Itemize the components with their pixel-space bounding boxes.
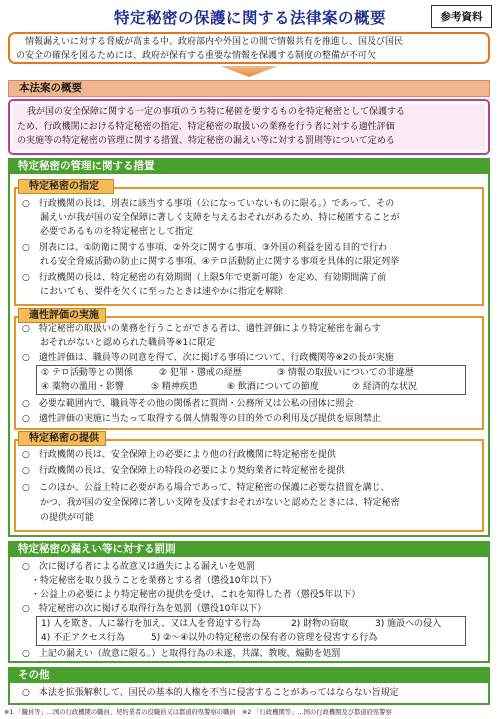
provision-item-3-line-2: かつ、我が国の安全保障に著しい支障を及ぼすおそれがないと認めたときには、特定秘密 bbox=[22, 498, 400, 508]
penalties-line-4: ○ 特定秘密の次に掲げる取得行為を処罰（懲役10年以下） bbox=[22, 604, 267, 614]
criterion-1: ① テロ活動等との関係 bbox=[41, 368, 133, 378]
evaluation-item-3: ○ 必要な範囲内で、職員等その他の関係者に質問・公務所又は公私の団体に照会 bbox=[22, 399, 354, 409]
intro-box bbox=[8, 32, 490, 64]
other-line: ○ 本法を拡張解釈して、国民の基本的人権を不当に侵害することがあってはならない旨規定 bbox=[22, 688, 399, 698]
intro-line-2: の安全の確保を図るためには、政府が保有する重要な情報を保護する制度の整備が不可欠 bbox=[16, 51, 377, 61]
criterion-2: ② 犯罪・懲戒の経歴 bbox=[159, 368, 242, 378]
evaluation-header: 適性評価の実施 bbox=[18, 308, 106, 323]
designation-header: 特定秘密の指定 bbox=[18, 179, 114, 194]
provision-item-3-line-1: ○ このほか、公益上特に必要がある場合であって、特定秘密の保護に必要な措置を講じ、 bbox=[22, 483, 390, 493]
act-3: 3) 施設への侵入 bbox=[375, 619, 442, 629]
penalties-last-line: ○ 上記の漏えい（故意に限る。）と取得行為の未遂、共謀、教唆、煽動を処罰 bbox=[22, 649, 341, 659]
provision-item-3-line-3: の提供が可能 bbox=[22, 513, 95, 523]
act-4: 4) 不正アクセス行為 bbox=[41, 633, 125, 643]
page-title: 特定秘密の保護に関する法律案の概要 bbox=[113, 9, 386, 27]
overview-line-3: の実施等の特定秘密の管理に関する措置、特定秘密の漏えい等に対する罰則等について定める bbox=[17, 136, 395, 146]
acquisition-acts-box bbox=[36, 616, 466, 646]
evaluation-item-4: ○ 適性評価の実施に当たって取得する個人情報等の目的外での利用及び提供を原則禁止 bbox=[22, 414, 381, 424]
overview-label: 本法案の概要 bbox=[8, 80, 490, 97]
penalties-line-3: ・公益上の必要により特定秘密の提供を受け、これを知得した者（懲役5年以下） bbox=[22, 590, 361, 600]
provision-header: 特定秘密の提供 bbox=[18, 431, 106, 446]
intro-line-1: 情報漏えいに対する脅威が高まる中、政府部内や外国との間で情報共有を推進し、国及び国民 bbox=[16, 37, 404, 47]
evaluation-item-1-line-1: ○ 特定秘密の取扱いの業務を行うことができる者は、適性評価により特定秘密を漏らす bbox=[22, 324, 381, 334]
designation-item-2-line-1: ○ 別表には、①防衛に関する事項、②外交に関する事項、③外国の利益を図る目的で行わ bbox=[22, 243, 388, 253]
act-1: 1) 人を欺き、人に暴行を加え、又は人を脅迫する行為 bbox=[41, 619, 261, 629]
act-2: 2) 財物の窃取 bbox=[291, 619, 349, 629]
penalties-header: 特定秘密の漏えい等に対する罰則 bbox=[8, 541, 490, 557]
overview-line-2: ため、行政機関における特定秘密の指定、特定秘密の取扱いの業務を行う者に対する適性評価 bbox=[17, 121, 395, 132]
designation-item-3-line-2: においても、要件を欠くに至ったときは速やかに指定を解除 bbox=[22, 287, 284, 297]
footnote: ※1 「職員等」…国の行政機関の職員、契約業者の役職員又は都道府県警察の職員 ※2 「行政機関等」…国の行政機関及び都道府県警察 bbox=[4, 709, 392, 716]
penalties-line-2: ・特定秘密を取り扱うことを業務とする者（懲役10年以下） bbox=[22, 576, 277, 586]
penalties-line-1: ○ 次に掲げる者による故意又は過失による漏えいを処罰 bbox=[22, 562, 255, 572]
evaluation-item-1-line-2: おそれがないと認められた職員等※1に限定 bbox=[22, 338, 216, 348]
evaluation-criteria-box bbox=[36, 365, 466, 395]
reference-tag: 参考資料 bbox=[431, 5, 492, 28]
provision-item-1: ○ 行政機関の長は、安全保障上の必要により他の行政機関に特定秘密を提供 bbox=[22, 450, 336, 460]
provision-item-2: ○ 行政機関の長は、安全保障上の特段の必要により契約業者に特定秘密を提供 bbox=[22, 466, 345, 476]
other-header: その他 bbox=[8, 667, 490, 683]
designation-item-2-line-2: れる安全脅威活動の防止に関する事項、④テロ活動防止に関する事項を具体的に限定列挙 bbox=[22, 257, 400, 267]
act-5: 5) ②～④以外の特定秘密の保有者の管理を侵害する行為 bbox=[151, 633, 378, 643]
designation-item-1-line-2: 漏えいが我が国の安全保障に著しく支障を与えるおそれがあるため、特に秘匿することが bbox=[22, 213, 400, 223]
criterion-6: ⑥ 飲酒についての節度 bbox=[227, 382, 319, 392]
designation-item-3-line-1: ○ 行政機関の長は、特定秘密の有効期間（上限5年で更新可能）を定め、有効期間満了前 bbox=[22, 273, 387, 283]
overview-text bbox=[13, 104, 485, 150]
criterion-7: ⑦ 経済的な状況 bbox=[352, 382, 417, 392]
criterion-3: ③ 情報の取扱いについての非違歴 bbox=[277, 368, 414, 378]
designation-item-1-line-1: ○ 行政機関の長は、別表に該当する事項（公になっていないものに限る。）であって、その bbox=[22, 199, 395, 209]
criterion-4: ④ 薬物の濫用・影響 bbox=[41, 382, 124, 392]
management-header: 特定秘密の管理に関する措置 bbox=[8, 158, 490, 174]
criterion-5: ⑤ 精神疾患 bbox=[151, 382, 198, 392]
designation-item-1-line-3: 必要であるものを特定秘密として指定 bbox=[22, 227, 194, 237]
evaluation-item-2: ○ 適性評価は、職員等の同意を得て、次に掲げる事項について、行政機関等※2の長が実施 bbox=[22, 353, 394, 363]
down-arrow-icon bbox=[220, 66, 278, 77]
overview-line-1: 我が国の安全保障に関する一定の事項のうち特に秘匿を要するものを特定秘密として保護する bbox=[27, 107, 406, 117]
